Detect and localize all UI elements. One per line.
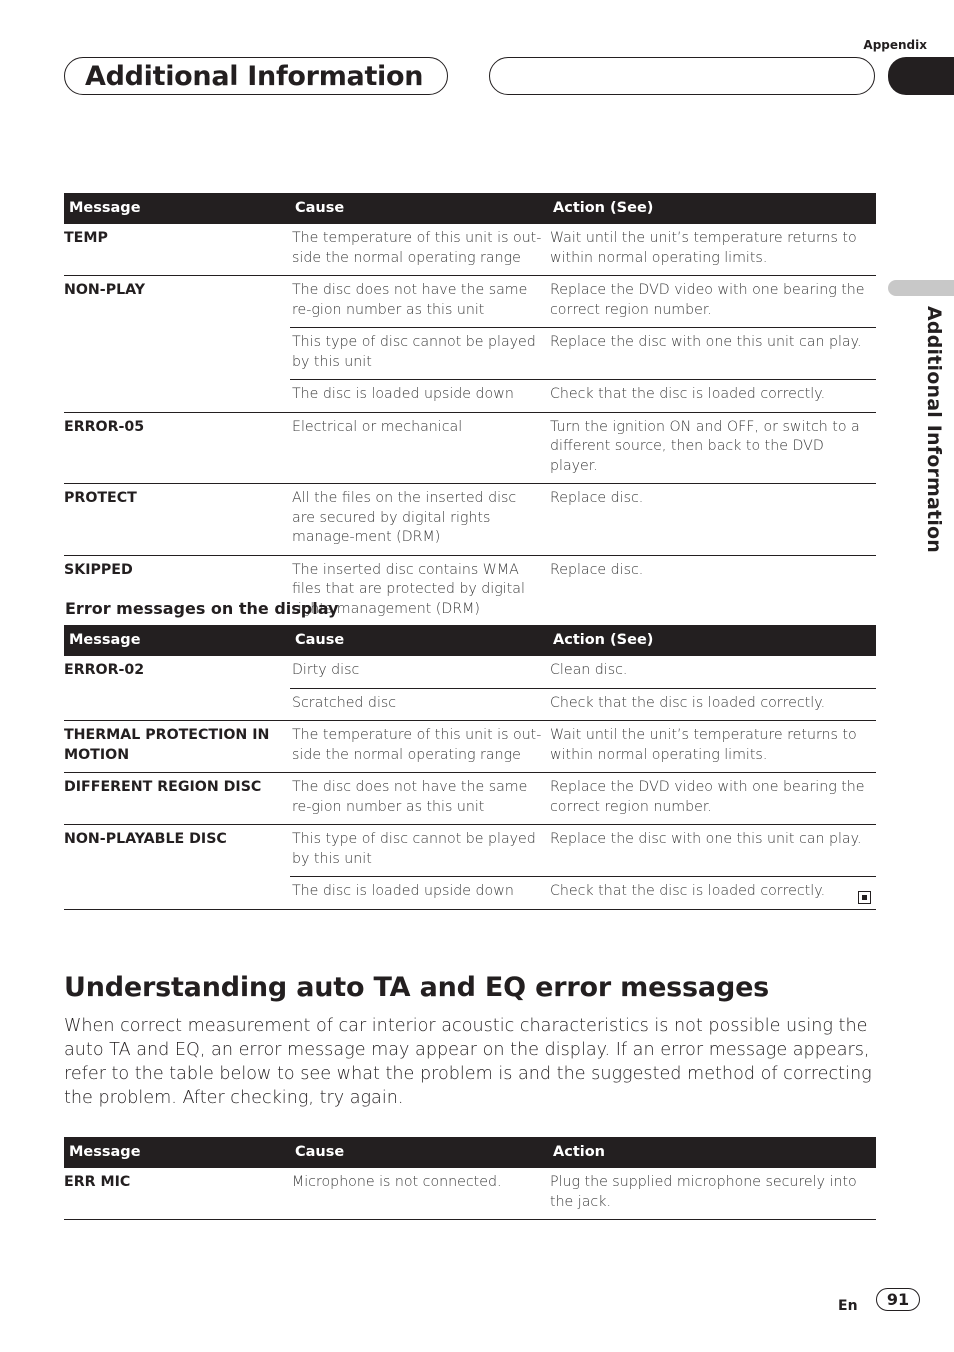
page-number [876, 1288, 920, 1311]
table-row [64, 380, 876, 413]
table-row [64, 1168, 876, 1220]
action-cell: Plug the supplied microphone securely into the jack. [548, 1168, 876, 1220]
table-row [64, 773, 876, 825]
table-row [64, 825, 876, 877]
message-cell: PROTECT [64, 484, 290, 556]
cause-cell: Microphone is not connected. [290, 1168, 548, 1220]
message-cell [64, 877, 290, 910]
section-body-text: When correct measurement of car interior acoustic characteristics is not possible using the auto TA and EQ, an error message may appear on the display. If an error message appears, refer to the table below to see what the problem is and the suggested method of correcting the problem. After checking, try again. [64, 1016, 872, 1108]
col-header-action: Action (See) [548, 625, 876, 656]
cause-cell: The disc does not have the same re-gion number as this unit [290, 773, 548, 825]
error-table-1 [64, 193, 876, 627]
message-cell: THERMAL PROTECTION IN MOTION [64, 721, 290, 773]
section-title [64, 57, 448, 95]
cause-cell: The disc is loaded upside down [290, 877, 548, 910]
side-section-label: Additional Information [923, 306, 945, 554]
cause-cell: Electrical or mechanical [290, 412, 548, 484]
message-cell: DIFFERENT REGION DISC [64, 773, 290, 825]
col-header-cause: Cause [290, 1137, 548, 1168]
col-header-message: Message [64, 193, 290, 224]
section-end-icon [858, 891, 871, 904]
section-title-text: Additional Information [85, 60, 424, 92]
action-cell: Wait until the unit’s temperature returns to within normal operating limits. [548, 721, 876, 773]
action-cell: Replace disc. [548, 555, 876, 627]
error-table-2 [64, 625, 876, 910]
col-header-message: Message [64, 625, 290, 656]
table-header-row [64, 625, 876, 656]
message-cell: NON-PLAY [64, 282, 146, 298]
col-header-action: Action [548, 1137, 876, 1168]
message-cell: TEMP [64, 224, 290, 276]
cause-cell: The temperature of this unit is out-side the normal operating range [290, 224, 548, 276]
cause-cell: The disc does not have the same re-gion number as this unit [290, 276, 548, 328]
cause-cell: This type of disc cannot be played by this unit [290, 825, 548, 877]
table-row [64, 688, 876, 721]
table-row [64, 224, 876, 276]
table-row [64, 276, 876, 328]
action-cell: Wait until the unit’s temperature returns to within normal operating limits. [548, 224, 876, 276]
table-row [64, 656, 876, 688]
action-cell: Replace the DVD video with one bearing the correct region number. [548, 276, 876, 328]
error-table-3 [64, 1137, 876, 1220]
language-label: En [838, 1298, 858, 1314]
col-header-cause: Cause [290, 193, 548, 224]
action-cell: Check that the disc is loaded correctly. [548, 688, 876, 721]
cause-cell: The disc is loaded upside down [290, 380, 548, 413]
cause-cell: Scratched disc [290, 688, 548, 721]
table-row [64, 877, 876, 910]
message-cell: ERROR-02 [64, 662, 145, 678]
message-cell [64, 688, 290, 721]
cause-cell: The temperature of this unit is out-side the normal operating range [290, 721, 548, 773]
action-cell: Replace the disc with one this unit can play. [548, 328, 876, 380]
table-header-row [64, 1137, 876, 1168]
action-cell: Replace disc. [548, 484, 876, 556]
action-cell: Turn the ignition ON and OFF, or switch to a different source, then back to the DVD player. [548, 412, 876, 484]
action-cell: Replace the DVD video with one bearing the correct region number. [548, 773, 876, 825]
table-header-row [64, 193, 876, 224]
cause-cell: All the files on the inserted disc are secured by digital rights manage-ment (DRM) [290, 484, 548, 556]
header-black-tab [888, 57, 954, 95]
message-cell [64, 380, 290, 413]
message-cell: ERROR-05 [64, 412, 290, 484]
col-header-action: Action (See) [548, 193, 876, 224]
message-cell: NON-PLAYABLE DISC [64, 831, 227, 847]
subheading-display-errors: Error messages on the display [65, 599, 339, 618]
cause-cell: This type of disc cannot be played by this unit [290, 328, 548, 380]
page-number-text: 91 [886, 1290, 910, 1309]
action-cell: Check that the disc is loaded correctly. [548, 877, 876, 910]
message-cell [64, 328, 290, 380]
appendix-label: Appendix [863, 38, 927, 52]
action-cell: Replace the disc with one this unit can play. [548, 825, 876, 877]
table-row [64, 721, 876, 773]
col-header-cause: Cause [290, 625, 548, 656]
cause-cell: Dirty disc [290, 656, 548, 688]
message-cell: SKIPPED [64, 555, 290, 627]
table-row [64, 484, 876, 556]
action-cell: Check that the disc is loaded correctly. [548, 380, 876, 413]
message-cell: ERR MIC [64, 1168, 290, 1220]
col-header-message: Message [64, 1137, 290, 1168]
table-row [64, 328, 876, 380]
header-blank-pill [489, 57, 875, 95]
section-heading: Understanding auto TA and EQ error messages [64, 972, 770, 1003]
cause-cell: The inserted disc contains WMA files that are protected by digital rights management (DRM) [290, 555, 548, 627]
side-grey-tab [888, 280, 954, 296]
table-row [64, 412, 876, 484]
action-cell: Clean disc. [548, 656, 876, 688]
